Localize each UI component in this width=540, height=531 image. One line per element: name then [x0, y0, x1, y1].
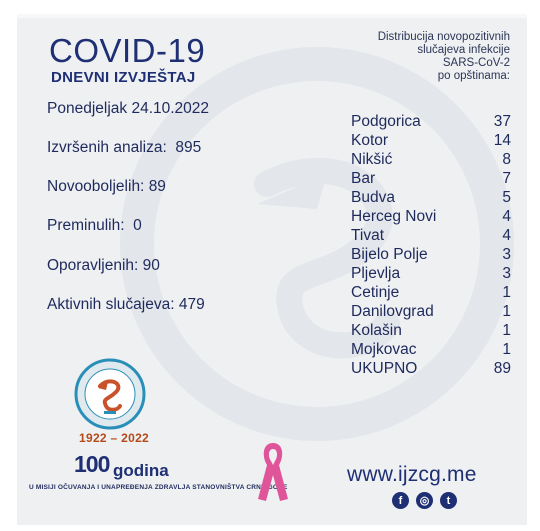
municipality-row — [351, 188, 511, 207]
municipality-count: 1 — [502, 341, 511, 358]
deceased-stat — [47, 217, 142, 235]
deceased-label: Preminulih: — [47, 217, 125, 234]
municipality-row — [351, 245, 511, 264]
municipality-name: Pljevlja — [351, 265, 401, 282]
municipality-name: Kotor — [351, 132, 389, 149]
municipality-count: 3 — [502, 265, 511, 282]
municipality-row — [351, 283, 511, 302]
website-link[interactable]: www.ijzcg.me — [347, 463, 477, 486]
municipality-count: 5 — [502, 189, 511, 206]
analyses-stat — [47, 139, 201, 157]
municipality-name: Mojkovac — [351, 341, 417, 358]
municipality-count: 4 — [502, 208, 511, 225]
recovered-label: Oporavljenih: — [47, 257, 139, 274]
report-date: Ponedjeljak 24.10.2022 — [47, 100, 210, 117]
facebook-icon[interactable]: f — [392, 492, 409, 509]
municipality-name: Kolašin — [351, 322, 402, 339]
municipality-count: 8 — [502, 151, 511, 168]
report-card — [17, 14, 527, 525]
new-cases-value: 89 — [148, 178, 166, 195]
pink-ribbon-icon — [254, 439, 292, 505]
municipality-count: 4 — [502, 227, 511, 244]
active-cases-stat — [47, 296, 205, 314]
recovered-stat — [47, 257, 160, 275]
anniversary-label: godina — [113, 461, 169, 480]
municipality-count: 3 — [502, 246, 511, 263]
analyses-label: Izvršenih analiza: — [47, 139, 167, 156]
municipality-name: Nikšić — [351, 151, 393, 168]
report-title: COVID-19 — [49, 32, 206, 69]
municipality-count: 7 — [502, 170, 511, 187]
municipality-count: 37 — [493, 113, 511, 130]
recovered-value: 90 — [142, 257, 160, 274]
municipality-row — [351, 207, 511, 226]
municipality-count: 1 — [502, 284, 511, 301]
municipality-name: Podgorica — [351, 113, 421, 130]
municipality-row — [351, 131, 511, 150]
municipality-name: Bijelo Polje — [351, 246, 428, 263]
new-cases-label: Novooboljelih: — [47, 178, 145, 195]
municipality-count: 14 — [493, 132, 511, 149]
deceased-value: 0 — [133, 217, 142, 234]
social-icons — [392, 492, 457, 509]
twitter-icon[interactable]: t — [440, 492, 457, 509]
municipality-name: Bar — [351, 170, 376, 187]
municipality-count: 1 — [502, 303, 511, 320]
anniversary-years: 1922 – 2022 — [79, 431, 150, 445]
municipality-row — [351, 321, 511, 340]
analyses-value: 895 — [175, 139, 202, 156]
total-row — [351, 359, 511, 378]
municipality-row — [351, 150, 511, 169]
mission-statement: U MISIJI OČUVANJA I UNAPREĐENJA ZDRAVLJA STANOVNIŠTVA CRNE GORE — [29, 484, 288, 491]
municipality-row — [351, 112, 511, 131]
municipality-row — [351, 264, 511, 283]
municipality-name: UKUPNO — [351, 360, 418, 377]
municipality-name: Tivat — [351, 227, 385, 244]
anniversary-number: 100 — [74, 451, 110, 477]
instagram-icon[interactable]: ◎ — [416, 492, 433, 509]
new-cases-stat — [47, 178, 166, 196]
municipality-name: Herceg Novi — [351, 208, 437, 225]
municipality-name: Budva — [351, 189, 395, 206]
municipality-count: 89 — [493, 360, 511, 377]
active-cases-label: Aktivnih slučajeva: — [47, 296, 175, 313]
distribution-note: Distribucija novopozitivnih slučajeva infekcije SARS-CoV-2 po opštinama: — [377, 31, 510, 82]
municipality-name: Danilovgrad — [351, 303, 434, 320]
municipality-row — [351, 340, 511, 359]
municipality-name: Cetinje — [351, 284, 400, 301]
active-cases-value: 479 — [178, 296, 205, 313]
report-subtitle: DNEVNI IZVJEŠTAJ — [51, 69, 196, 86]
municipality-row — [351, 226, 511, 245]
institute-logo-icon — [74, 358, 146, 430]
municipality-row — [351, 169, 511, 188]
municipality-row — [351, 302, 511, 321]
municipality-count: 1 — [502, 322, 511, 339]
